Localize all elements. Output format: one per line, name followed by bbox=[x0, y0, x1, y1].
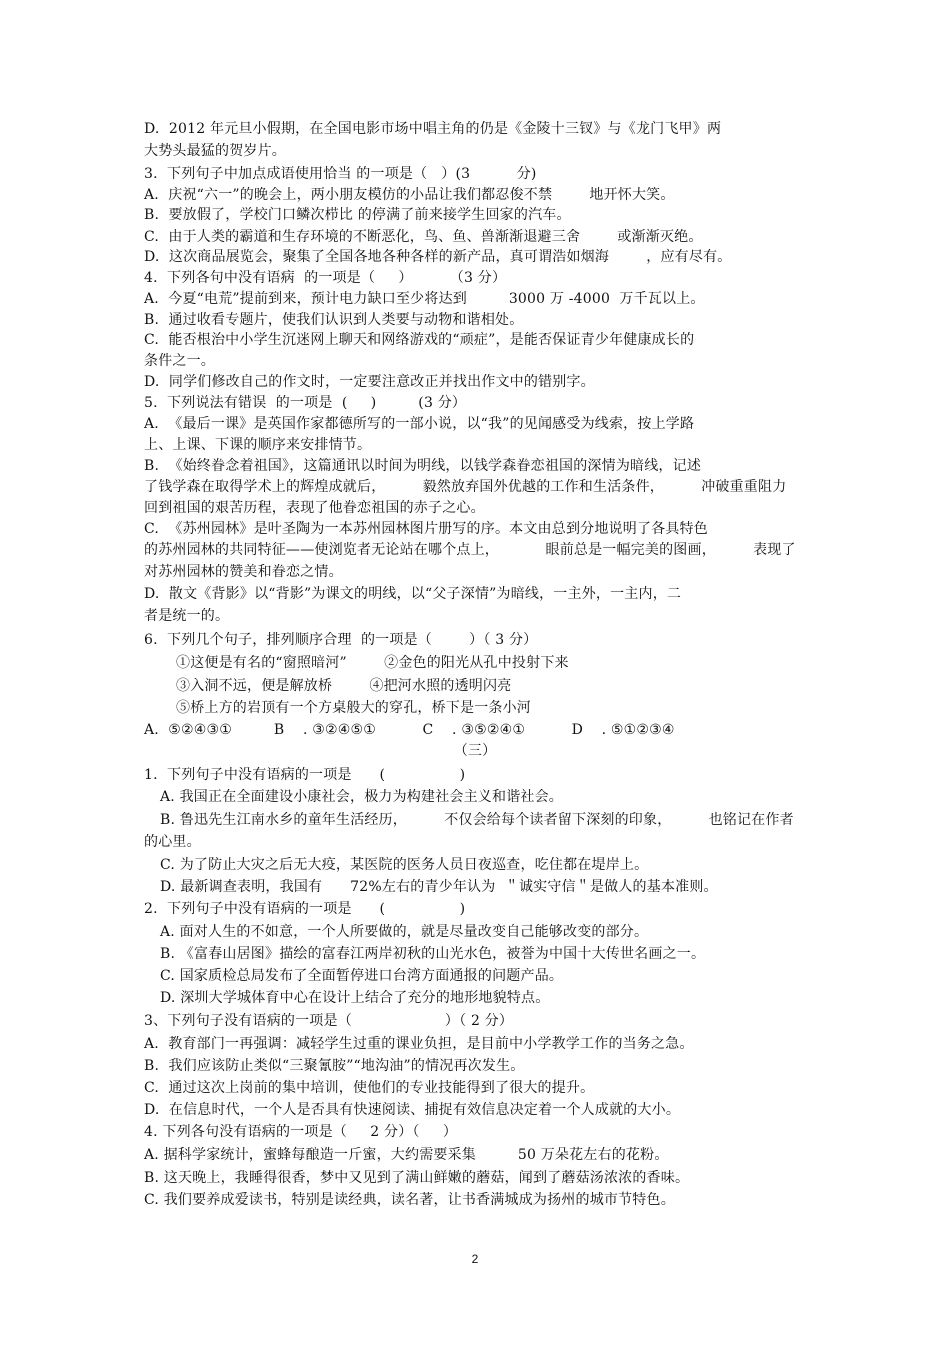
option-b: B. 《富春山居图》描绘的富春江两岸初秋的山光水色，被誉为中国十大传世名画之一。 bbox=[160, 946, 706, 962]
text-line: 者是统一的。 bbox=[144, 608, 230, 624]
option-a: A. 据科学家统计，蜜蜂每酿造一斤蜜，大约需要采集 50 万朵花左右的花粉。 bbox=[144, 1147, 669, 1163]
question-6: 6. 下列几个句子，排列顺序合理 的一项是（ ）（ 3 分） bbox=[144, 632, 538, 648]
text-line: 上、上课、下课的顺序来安排情节。 bbox=[144, 437, 372, 453]
answer-options: A. ⑤②④③① B . ③②④⑤① C . ③⑤②④① D . ⑤①②③④ bbox=[144, 722, 675, 738]
sentence-item: ⑤桥上方的岩顶有一个方桌般大的穿孔，桥下是一条小河 bbox=[176, 700, 531, 716]
question-5: 5. 下列说法有错误 的一项是 ( ) (3 分） bbox=[144, 395, 467, 411]
text-line: 条件之一。 bbox=[144, 353, 215, 369]
text-line: 的心里。 bbox=[144, 834, 201, 850]
option-c: C. 为了防止大灾之后无大疫，某医院的医务人员日夜巡查，吃住都在堤岸上。 bbox=[160, 857, 649, 873]
text-line: D. 2012 年元旦小假期，在全国电影市场中唱主角的仍是《金陵十三钗》与《龙门飞甲》两 bbox=[144, 121, 722, 137]
option-b: B. 《始终眷念着祖国》，这篇通讯以时间为明线，以钱学森眷恋祖国的深情为暗线，记述 bbox=[144, 458, 702, 474]
option-c: C. 《苏州园林》是叶圣陶为一本苏州园林图片册写的序。本文由总到分地说明了各具特色 bbox=[144, 521, 708, 537]
option-d: D. 最新调查表明，我国有 72%左右的青少年认为 ＂诚实守信＂是做人的基本准则。 bbox=[160, 879, 718, 895]
section-heading: （三） bbox=[453, 743, 497, 759]
text-line: 大势头最猛的贺岁片。 bbox=[144, 143, 286, 159]
option-c: C. 由于人类的霸道和生存环境的不断恶化，鸟、鱼、兽渐渐退避三舍 或渐渐灭绝。 bbox=[144, 229, 703, 245]
option-a: A. 《最后一课》是英国作家都德所写的一部小说，以“我”的见闻感受为线索，按上学路 bbox=[144, 416, 695, 432]
text-line: 对苏州园林的赞美和眷恋之情。 bbox=[144, 564, 343, 580]
sentence-item: ③入洞不远，便是解放桥 ④把河水照的透明闪亮 bbox=[176, 678, 512, 694]
question-2: 2. 下列句子中没有语病的一项是 ( ) bbox=[144, 901, 466, 917]
question-3: 3. 下列句子中加点成语使用恰当 的一项是（ ）(3 分) bbox=[144, 166, 537, 182]
option-b: B. 这天晚上，我睡得很香，梦中又见到了满山鲜嫩的蘑菇，闻到了蘑菇汤浓浓的香味。 bbox=[144, 1170, 690, 1186]
option-b: B. 鲁迅先生江南水乡的童年生活经历， 不仅会给每个读者留下深刻的印象， 也铭记在作者 bbox=[160, 812, 794, 828]
sentence-item: ①这便是有名的“窗照暗河” ②金色的阳光从孔中投射下来 bbox=[176, 655, 569, 671]
text-line: 回到祖国的艰苦历程，表现了他眷恋祖国的赤子之心。 bbox=[144, 500, 485, 516]
option-b: B. 我们应该防止类似“三聚氰胺”“地沟油”的情况再次发生。 bbox=[144, 1058, 525, 1074]
option-a: A. 庆祝“六一”的晚会上，两小朋友模仿的小品让我们都忍俊不禁 地开怀大笑。 bbox=[144, 187, 675, 203]
option-c: C. 国家质检总局发布了全面暂停进口台湾方面通报的问题产品。 bbox=[160, 968, 564, 984]
question-4: 4. 下列各句中没有语病 的一项是（ ） （3 分） bbox=[144, 270, 507, 286]
option-d: D. 同学们修改自己的作文时，一定要注意改正并找出作文中的错别字。 bbox=[144, 374, 595, 390]
option-a: A. 今夏“电荒”提前到来，预计电力缺口至少将达到 3000 万 -4000 万千瓦以上。 bbox=[144, 291, 705, 307]
text-line: 了钱学森在取得学术上的辉煌成就后， 毅然放弃国外优越的工作和生活条件， 冲破重重阻力 bbox=[144, 479, 787, 495]
question-1: 1. 下列句子中没有语病的一项是 ( ) bbox=[144, 767, 466, 783]
option-a: A. 我国正在全面建设小康社会，极力为构建社会主义和谐社会。 bbox=[160, 789, 564, 805]
option-b: B. 通过收看专题片，使我们认识到人类要与动物和谐相处。 bbox=[144, 312, 524, 328]
option-a: A. 教育部门一再强调：减轻学生过重的课业负担，是目前中小学教学工作的当务之急。 bbox=[144, 1036, 694, 1052]
option-c: C. 能否根治中小学生沉迷网上聊天和网络游戏的“顽症”，是能否保证青少年健康成长的 bbox=[144, 332, 695, 348]
option-d: D. 在信息时代，一个人是否具有快速阅读、捕捉有效信息决定着一个人成就的大小。 bbox=[144, 1102, 681, 1118]
option-b: B. 要放假了，学校门口鳞次栉比 的停满了前来接学生回家的汽车。 bbox=[144, 207, 571, 223]
option-d: D. 深圳大学城体育中心在设计上结合了充分的地形地貌特点。 bbox=[160, 990, 550, 1006]
option-d: D. 散文《背影》以“背影”为课文的明线，以“父子深情”为暗线，一主外，一主内，二 bbox=[144, 586, 682, 602]
option-d: D. 这次商品展览会，聚集了全国各地各种各样的新产品，真可谓浩如烟海 ，应有尽有。 bbox=[144, 249, 732, 265]
option-a: A. 面对人生的不如意，一个人所要做的，就是尽量改变自己能够改变的部分。 bbox=[160, 924, 649, 940]
option-c: C. 通过这次上岗前的集中培训，使他们的专业技能得到了很大的提升。 bbox=[144, 1080, 595, 1096]
option-c: C. 我们要养成爱读书，特别是读经典，读名著，让书香满城成为扬州的城市节特色。 bbox=[144, 1192, 675, 1208]
question-4: 4. 下列各句没有语病的一项是（ 2 分）（ ） bbox=[144, 1124, 458, 1140]
page-number: 2 bbox=[471, 1252, 479, 1266]
text-line: 的苏州园林的共同特征——使浏览者无论站在哪个点上， 眼前总是一幅完美的图画， 表现了 bbox=[144, 542, 796, 558]
question-3: 3、下列句子没有语病的一项是（ ）（ 2 分） bbox=[144, 1013, 514, 1029]
